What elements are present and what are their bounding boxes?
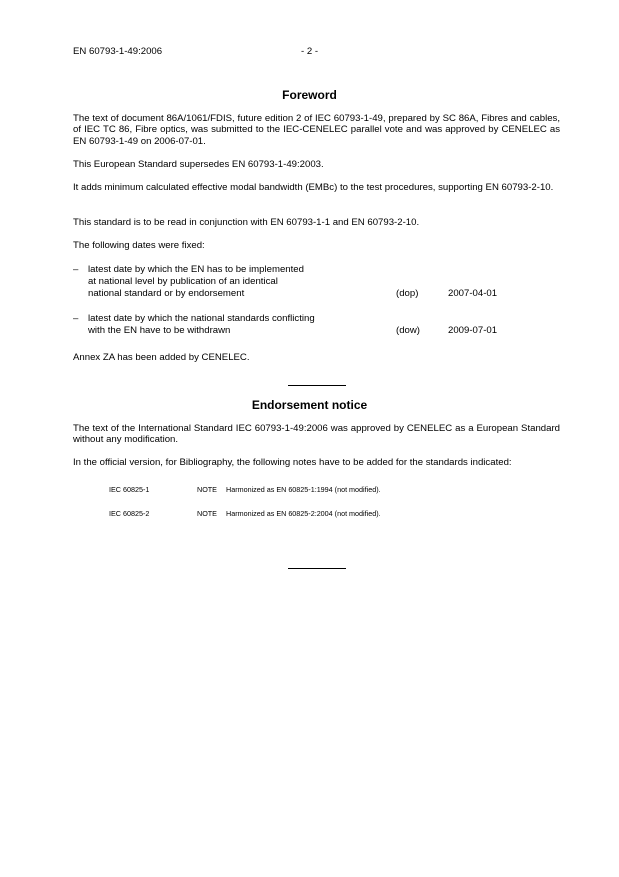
- note-standard: IEC 60825-2: [109, 509, 150, 518]
- annex-note: Annex ZA has been added by CENELEC.: [73, 352, 250, 363]
- foreword-heading: Foreword: [282, 88, 337, 102]
- foreword-paragraph-2: This European Standard supersedes EN 60793-1-49:2003.: [73, 159, 324, 170]
- foreword-paragraph-3: It adds minimum calculated effective modal bandwidth (EMBc) to the test procedures, supporting EN 60793-2-10.: [73, 182, 554, 193]
- date-item-date: 2009-07-01: [448, 325, 498, 336]
- note-label: NOTE: [197, 485, 217, 494]
- end-divider: [288, 568, 346, 569]
- date-item-text-line: latest date by which the EN has to be implemented: [88, 264, 304, 275]
- endorsement-paragraph-1: The text of the International Standard IEC 60793-1-49:2006 was approved by CENELEC as a European Standard without any modification.: [73, 423, 560, 446]
- date-item-text-line: at national level by publication of an identical: [88, 276, 278, 287]
- list-dash: –: [73, 264, 79, 275]
- note-text: Harmonized as EN 60825-2:2004 (not modified).: [226, 509, 381, 518]
- header-page-number: - 2 -: [300, 46, 319, 57]
- endorsement-paragraph-2: In the official version, for Bibliography, the following notes have to be added for the standards indicated:: [73, 457, 512, 468]
- note-text: Harmonized as EN 60825-1:1994 (not modified).: [226, 485, 381, 494]
- date-item-text-line: latest date by which the national standards conflicting: [88, 313, 315, 324]
- date-item-code: (dow): [396, 325, 420, 336]
- date-item-text-line: with the EN have to be withdrawn: [88, 325, 231, 336]
- header-document-id: EN 60793-1-49:2006: [73, 46, 163, 57]
- date-item-date: 2007-04-01: [448, 288, 498, 299]
- date-item-code: (dop): [396, 288, 419, 299]
- note-label: NOTE: [197, 509, 217, 518]
- date-item-text-line: national standard or by endorsement: [88, 288, 245, 299]
- foreword-paragraph-1: The text of document 86A/1061/FDIS, future edition 2 of IEC 60793-1-49, prepared by SC 86A, Fibres and cables, of IEC TC 86, Fibre optics, was submitted to the IEC-CENELEC parallel vote and was approved by CENELEC as EN 60793-1-49 on 2006-07-01.: [73, 113, 560, 147]
- foreword-paragraph-5: The following dates were fixed:: [73, 240, 205, 251]
- note-standard: IEC 60825-1: [109, 485, 150, 494]
- section-divider: [288, 385, 346, 386]
- foreword-paragraph-4: This standard is to be read in conjunction with EN 60793-1-1 and EN 60793-2-10.: [73, 217, 420, 228]
- endorsement-heading: Endorsement notice: [251, 398, 368, 412]
- list-dash: –: [73, 313, 79, 324]
